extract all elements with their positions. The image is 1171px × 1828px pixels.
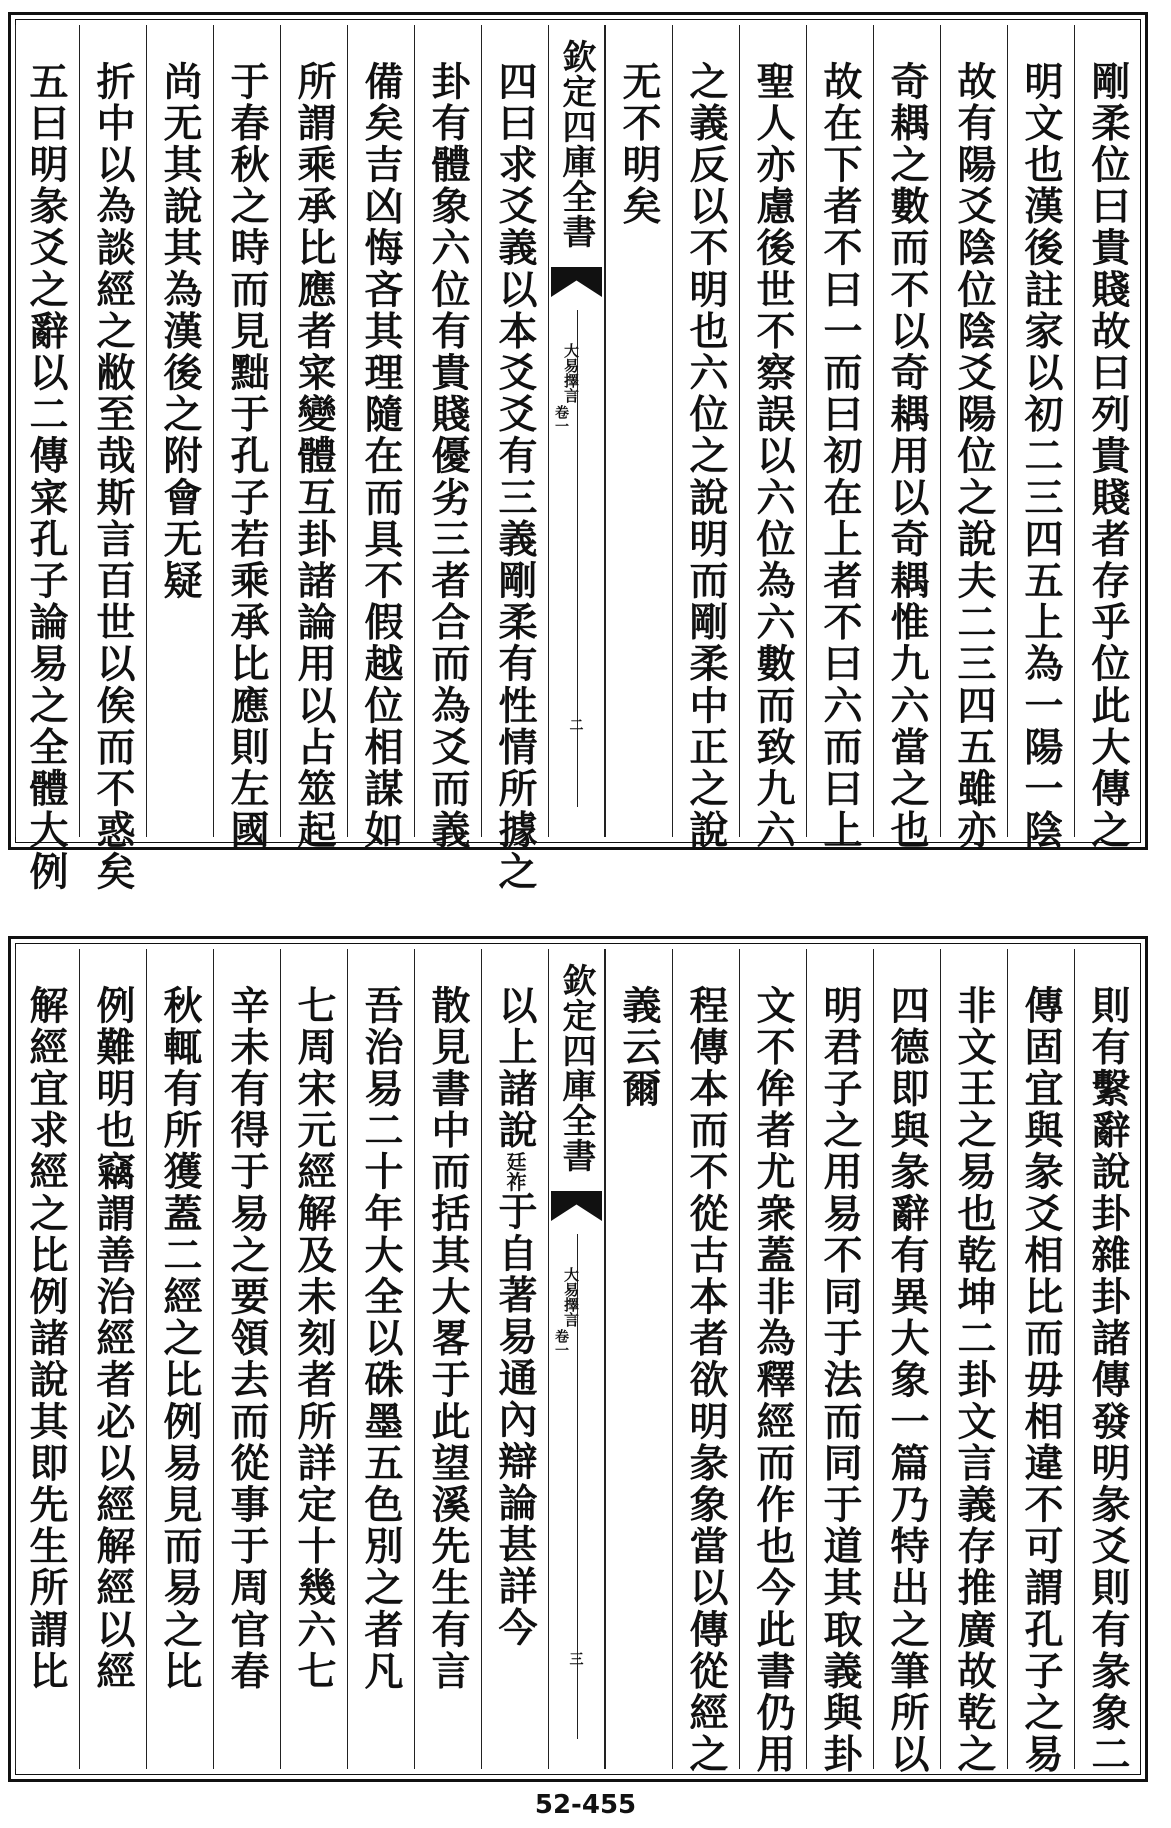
book-title: 欽定四庫全書 [556, 39, 596, 249]
text-column: 解經宜求經之比例諸說其即先生所謂比 [15, 949, 79, 1769]
center-fold-column [548, 25, 605, 837]
text-column: 例難明也竊謂善治經者必以經解經以經 [79, 949, 146, 1769]
text-column: 故在下者不曰一而曰初在上者不曰六而曰上 [806, 25, 873, 837]
text-column: 程傳本而不從古本者欲明彖象當以傳從經之 [672, 949, 739, 1769]
text-column: 秋輒有所獲蓋二經之比例易見而易之比 [146, 949, 213, 1769]
author-note: 廷祚 [503, 1151, 527, 1192]
text-column: 則有繫辭說卦雜卦諸傳發明彖爻則有彖象二 [1074, 949, 1141, 1769]
text-column: 折中以為談經之敝至哉斯言百世以俟而不惑矣 [79, 25, 146, 837]
leaf-number: 二 [569, 718, 584, 734]
text-column: 奇耦之數而不以奇耦用以奇耦惟九六當之也 [873, 25, 940, 837]
text-column: 所謂乘承比應者寀變體互卦諸論用以占筮起 [280, 25, 347, 837]
text-column: 于春秋之時而見黜于孔子若乘承比應則左國 [213, 25, 280, 837]
text-column: 五曰明彖爻之辭以二傳寀孔子論易之全體大例 [15, 25, 79, 837]
text-column: 文不侔者尤衆蓋非為釋經而作也今此書仍用 [739, 949, 806, 1769]
bottom-page-frame [8, 936, 1148, 1782]
text-column: 傳固宜與彖爻相比而毋相違不可謂孔子之易 [1007, 949, 1074, 1769]
work-title: 大易擇言 [562, 343, 580, 403]
text-column: 剛柔位曰貴賤故曰列貴賤者存乎位此大傳之 [1074, 25, 1141, 837]
text-column: 吾治易二十年大全以硃墨五色別之者凡 [347, 949, 414, 1769]
text-column: 之義反以不明也六位之說明而剛柔中正之說 [672, 25, 739, 837]
text-column: 明文也漢後註家以初二三四五上為一陽一陰 [1007, 25, 1074, 837]
text-column: 尚无其說其為漢後之附會无疑 [146, 25, 213, 837]
text-column: 備矣吉凶悔吝其理隨在而具不假越位相謀如 [347, 25, 414, 837]
page-number: 52-455 [534, 1790, 637, 1820]
text-column: 四曰求爻義以本爻爻有三義剛柔有性情所據之 [481, 25, 548, 837]
volume-label: 卷一 [553, 1329, 569, 1357]
book-title: 欽定四庫全書 [556, 963, 596, 1173]
text-column: 故有陽爻陰位陰爻陽位之說夫二三四五雖亦 [940, 25, 1007, 837]
text-column: 聖人亦慮後世不察誤以六位為六數而致九六 [739, 25, 806, 837]
volume-label: 卷一 [553, 405, 569, 433]
text-column: 无不明矣 [605, 25, 672, 837]
text-column: 明君子之用易不同于法而同于道其取義與卦 [806, 949, 873, 1769]
text-column: 非文王之易也乾坤二卦文言義存推廣故乾之 [940, 949, 1007, 1769]
top-page-frame [8, 12, 1148, 893]
leaf-number: 三 [569, 1652, 584, 1668]
text-column: 四德即與彖辭有異大象一篇乃特出之筆所以 [873, 949, 940, 1769]
text-column: 卦有體象六位有貴賤優劣三者合而為爻而義 [414, 25, 481, 837]
text-column: 以上諸說廷祚于自著易通內辯論甚詳今 [481, 949, 548, 1769]
text-column: 辛未有得于易之要領去而從事于周官春 [213, 949, 280, 1769]
work-title: 大易擇言 [562, 1267, 580, 1327]
text-column: 義云爾 [605, 949, 672, 1769]
fishtail-mark [551, 1191, 602, 1221]
fishtail-mark [551, 267, 602, 297]
text-column: 散見書中而括其大畧于此望溪先生有言 [414, 949, 481, 1769]
center-fold-column [548, 949, 605, 1769]
text-column: 七周宋元經解及未刻者所詳定十幾六七 [280, 949, 347, 1769]
